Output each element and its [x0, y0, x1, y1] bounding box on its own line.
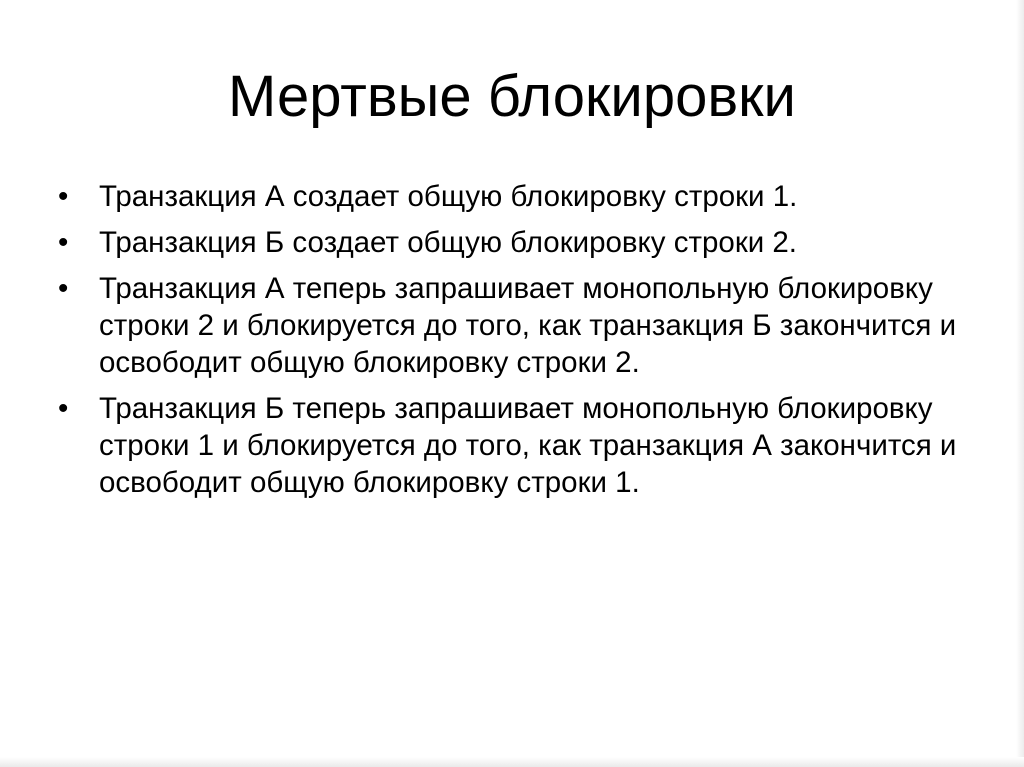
- bullet-icon: •: [58, 272, 69, 305]
- bullet-text: Транзакция А создает общую блокировку строки 1.: [99, 180, 798, 213]
- bullet-icon: •: [58, 226, 69, 259]
- list-item: [58, 224, 958, 261]
- bullet-text: Транзакция Б создает общую блокировку строки 2.: [99, 226, 798, 259]
- list-item: [58, 270, 958, 381]
- slide-title: Мертвые блокировки: [228, 64, 796, 129]
- bullet-list: [58, 178, 958, 510]
- bullet-icon: •: [58, 392, 69, 425]
- bullet-icon: •: [58, 180, 69, 213]
- slide-edge-shadow: [1016, 0, 1024, 767]
- list-item: [58, 178, 958, 215]
- list-item: [58, 390, 958, 501]
- bullet-text: Транзакция Б теперь запрашивает монопольную блокировку строки 1 и блокируется до того, как транзакция А закончится и освободит общую блокировку строки 1.: [99, 392, 957, 499]
- bullet-text: Транзакция А теперь запрашивает монопольную блокировку строки 2 и блокируется до того, как транзакция Б закончится и освободит общую блокировку строки 2.: [99, 272, 957, 379]
- slide-edge-shadow: [0, 757, 1024, 767]
